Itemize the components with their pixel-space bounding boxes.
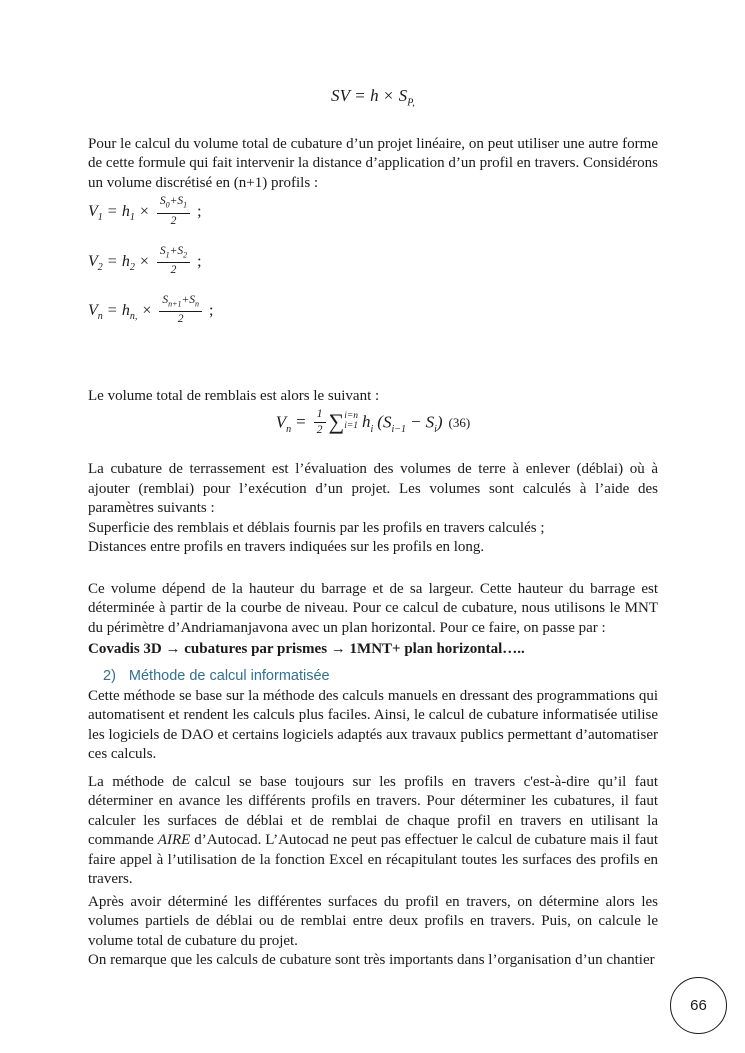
heading-methode-informatisee bbox=[88, 667, 658, 685]
equation-number: (36) bbox=[448, 415, 471, 431]
paragraph-apres: Après avoir déterminé les différentes surfaces du profil en travers, on détermine alors les volumes partiels de déblai ou de remblai entre deux profils en travers. Puis, on calcule le volume total de cubature du projet. bbox=[88, 893, 658, 949]
formula-total-volume-36: $V_n$ = $\frac{1}{2}$ ∑ i=n i=1 $h_i$ $(S_{i-1} - S_i)$ (36) bbox=[275, 407, 471, 436]
line-superficie: Superficie des remblais et déblais fournis par les profils en travers calculés ; bbox=[88, 519, 545, 536]
sum-limits: i=n i=1 bbox=[344, 411, 359, 432]
page-number: 66 bbox=[690, 996, 707, 1014]
formula-v1: $V_1 = h_1$ × $\frac{S_0+S_1}{2}$ ; bbox=[88, 195, 202, 227]
page-number-badge bbox=[670, 977, 727, 1034]
fraction: $\frac{S_{n+1}+S_n}{2}$ bbox=[159, 294, 202, 326]
sum-icon: ∑ bbox=[328, 408, 345, 434]
paragraph-cubature: La cubature de terrassement est l’évaluation des volumes de terre à enlever (déblai) où à ajouter (remblai) pour l’exécution d’un projet. Les volumes sont calculés à l’aide des paramètres suivants : bbox=[88, 461, 658, 517]
line-remarque: On remarque que les calculs de cubature sont très importants dans l’organisation d’un chantier bbox=[88, 952, 655, 969]
paragraph-intro: Pour le calcul du volume total de cubature d’un projet linéaire, on peut utiliser une autre forme de cette formule qui fait intervenir la distance d’application d’un profil en travers. Considérons un volume discrétisé en (n+1) profils : bbox=[88, 135, 658, 191]
fraction: $\frac{S_1+S_2}{2}$ bbox=[157, 245, 190, 277]
line-remblais: Le volume total de remblais est alors le suivant : bbox=[88, 388, 380, 405]
paragraph-volume-barrage: Ce volume dépend de la hauteur du barrage et de sa largeur. Cette hauteur du barrage est déterminée à partir de la courbe de niveau. Pour ce calcul de cubature, nous utilisons le MNT du périmètre d’Andriamanjavona avec un plan horizontal. Pour ce faire, on passe par : bbox=[88, 580, 658, 636]
half-fraction: $\frac{1}{2}$ bbox=[314, 408, 326, 437]
heading-label: Méthode de calcul informatisée bbox=[128, 667, 330, 684]
formula-sv: SV = $h \times S_{P,}$ bbox=[330, 86, 416, 109]
paragraph-methode-informatisee: Cette méthode se base sur la méthode des calculs manuels en dressant des programmations qui automatisent et rendent les calculs plus faciles. Ainsi, le calcul de cubature informatisée utilise les logiciels de DAO et certains logiciels adaptés aux travaux publics permettant d’automatiser ces calculs. bbox=[88, 687, 658, 763]
paragraph-methode-calcul: La méthode de calcul se base toujours sur les profils en travers c'est-à-dire qu’il faut déterminer en avance les différents profils en travers. Pour déterminer les cubatures, il faut calculer les surfaces de déblai et de remblai de chaque profil en travers en utilisant la commande AIRE d’Autocad. L’Autocad ne peut pas effectuer le calcul de cubature mais il faut faire appel à l’utilisation de la fonction Excel en récapitulant toutes les surfaces des profils en travers. bbox=[88, 773, 659, 888]
heading-number: 2) bbox=[103, 667, 116, 684]
line-distances: Distances entre profils en travers indiquées sur les profils en long. bbox=[88, 539, 485, 556]
formula-sv-lhs: SV bbox=[330, 86, 351, 105]
formula-vn: $V_n = h_{n,}$ × $\frac{S_{n+1}+S_n}{2}$ ; bbox=[88, 293, 214, 326]
formula-v2: $V_2 = h_2$ × $\frac{S_1+S_2}{2}$ ; bbox=[88, 244, 202, 276]
fraction: $\frac{S_0+S_1}{2}$ bbox=[157, 195, 190, 227]
aire-command: AIRE bbox=[157, 832, 191, 849]
covadis-workflow-line: Covadis 3D → cubatures par prismes → 1MNT+ plan horizontal….. bbox=[88, 641, 525, 658]
